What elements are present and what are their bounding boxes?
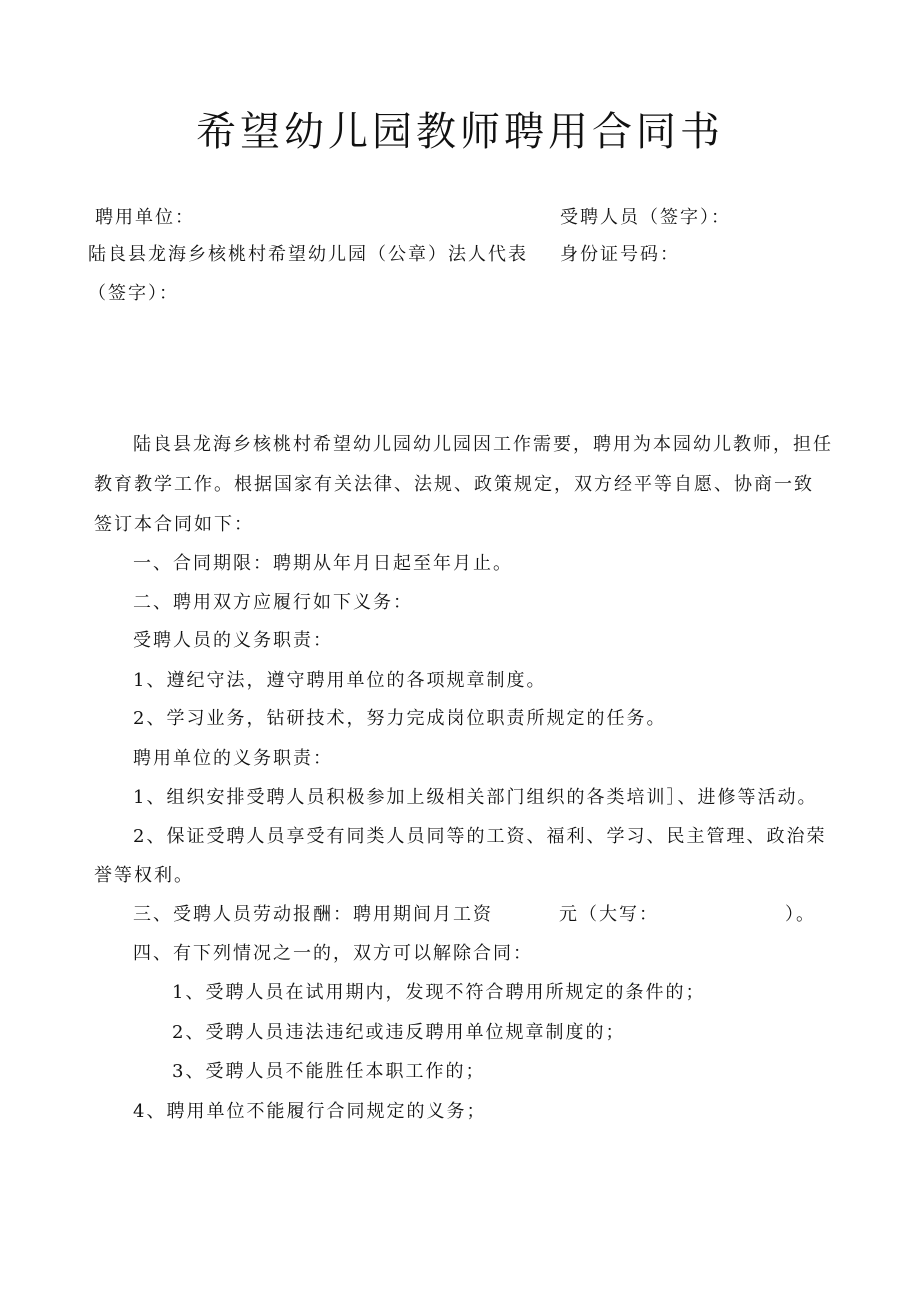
clause-3-wage: [133, 902, 816, 928]
employee-duty-1: 1、遵纪守法，遵守聘用单位的各项规章制度。: [133, 670, 547, 691]
clause-3-part-1: 三、受聘人员劳动报酬：聘用期间月工资: [133, 904, 493, 925]
employer-label: 聘用单位：: [95, 207, 195, 228]
clause-2: 二、聘用双方应履行如下义务：: [133, 592, 413, 613]
employee-sign-label: 受聘人员（签字）：: [560, 207, 731, 228]
clause-1: 一、合同期限：聘期从年月日起至年月止。: [133, 553, 513, 574]
employer-duty-2-line-1: 2、保证受聘人员享受有同类人员同等的工资、福利、学习、民主管理、政治荣: [133, 826, 827, 847]
clause-3-part-3: ）。: [785, 904, 816, 925]
employee-duty-2: 2、学习业务，钻研技术，努力完成岗位职责所规定的任务。: [133, 708, 667, 729]
id-number-label: 身份证号码：: [560, 244, 680, 265]
employer-duty-2-line-2: 誉等权利。: [94, 865, 194, 886]
employee-duties-heading: 受聘人员的义务职责：: [133, 630, 333, 651]
intro-line-1: 陆良县龙海乡核桃村希望幼儿园幼儿园因工作需要，聘用为本园幼儿教师，担任: [133, 434, 833, 455]
intro-line-2: 教育教学工作。根据国家有关法律、法规、政策规定，双方经平等自愿、协商一致: [94, 474, 814, 495]
employer-duty-1: 1、组织安排受聘人员积极参加上级相关部门组织的各类培训］、进修等活动。: [133, 787, 818, 808]
intro-line-3: 签订本合同如下：: [94, 514, 254, 535]
termination-4: 4、聘用单位不能履行合同规定的义务；: [133, 1101, 487, 1122]
employer-duties-heading: 聘用单位的义务职责：: [133, 748, 333, 769]
termination-1: 1、受聘人员在试用期内，发现不符合聘用所规定的条件的；: [172, 982, 706, 1003]
document-title: 希望幼儿园教师聘用合同书: [196, 109, 724, 155]
legal-rep-sign-label: （签字）：: [88, 283, 179, 304]
clause-4: 四、有下列情况之一的，双方可以解除合同：: [133, 943, 533, 964]
employer-seal-line: 陆良县龙海乡核桃村希望幼儿园（公章）法人代表: [88, 244, 528, 265]
clause-3-part-2: 元（大写：: [559, 904, 659, 925]
termination-3: 3、受聘人员不能胜任本职工作的；: [172, 1061, 486, 1082]
termination-2: 2、受聘人员违法违纪或违反聘用单位规章制度的；: [172, 1022, 626, 1043]
